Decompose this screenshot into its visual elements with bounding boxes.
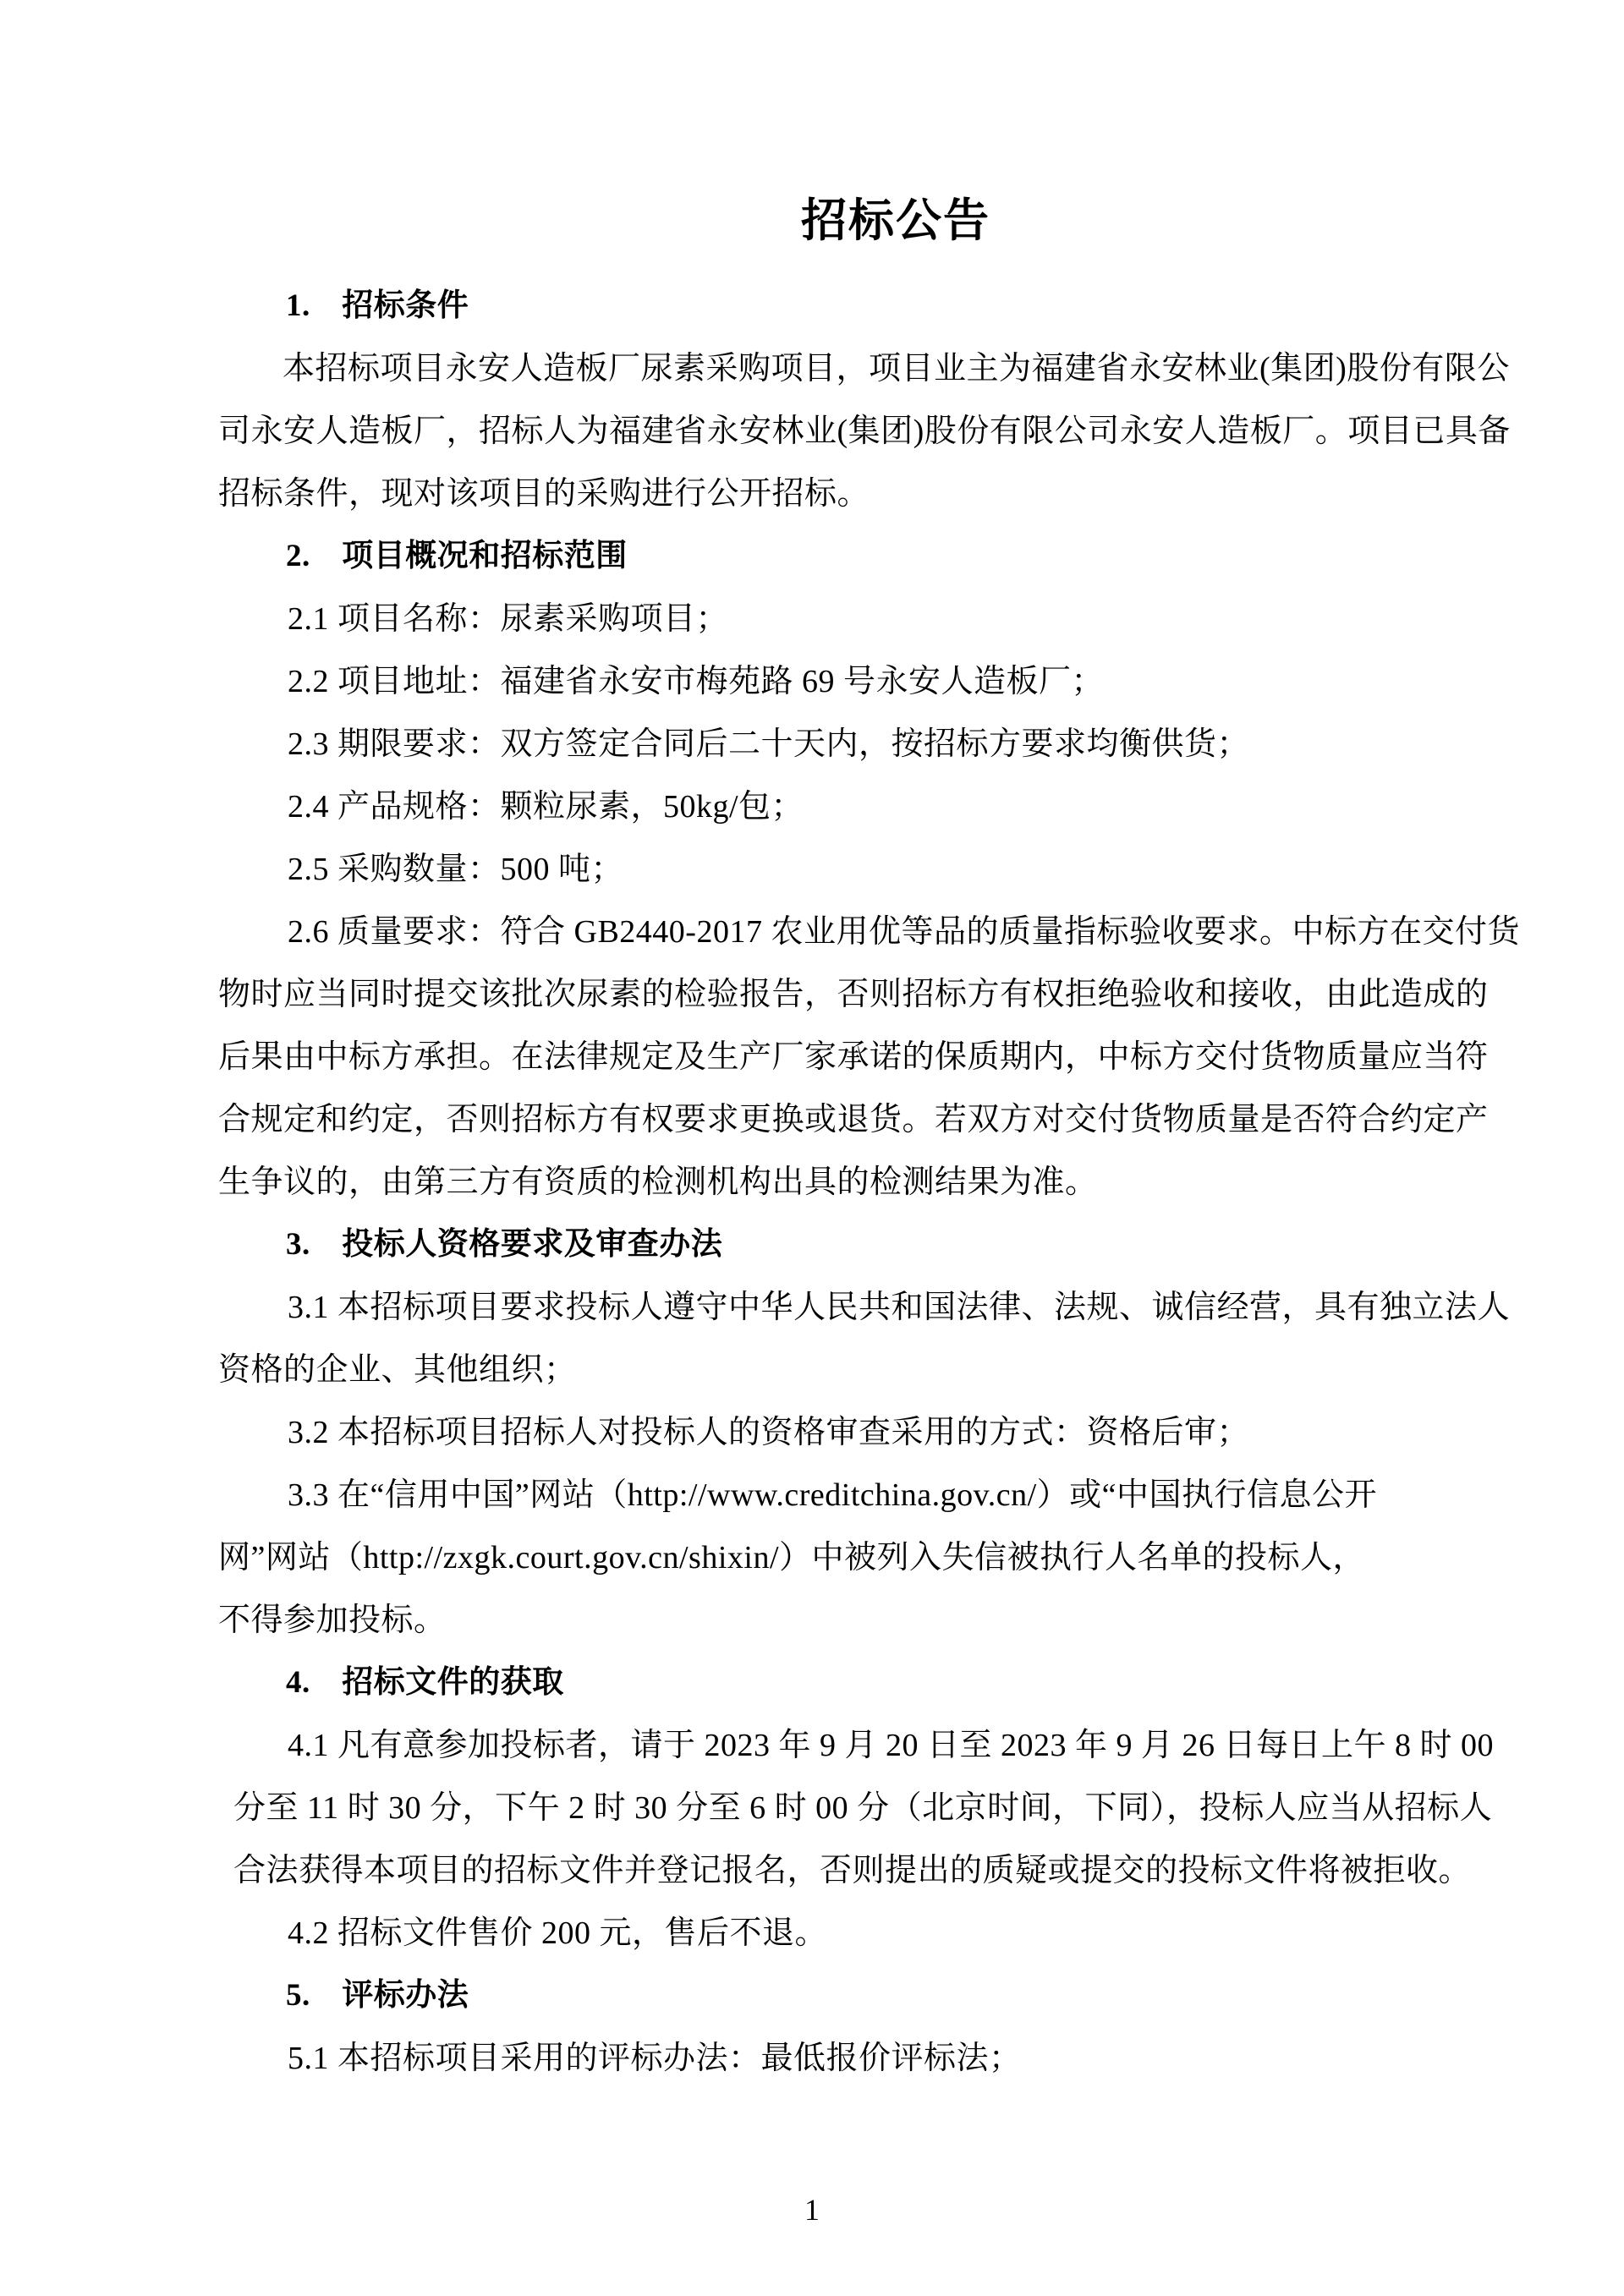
doc-line: 生争议的，由第三方有资质的检测机构出具的检测结果为准。 xyxy=(218,1164,1098,1200)
doc-line: 2.4 产品规格：颗粒尿素，50kg/包； xyxy=(288,789,804,825)
doc-line: 本招标项目永安人造板厂尿素采购项目，项目业主为福建省永安林业(集团)股份有限公 xyxy=(283,351,1510,386)
doc-line: 2.3 期限要求：双方签定合同后二十天内，按招标方要求均衡供货； xyxy=(288,726,1250,762)
doc-line: 后果由中标方承担。在法律规定及生产厂家承诺的保质期内，中标方交付货物质量应当符 xyxy=(218,1039,1489,1075)
doc-line: 合规定和约定，否则招标方有权要求更换或退货。若双方对交付货物质量是否符合约定产 xyxy=(218,1102,1489,1137)
doc-line: 3.1 本招标项目要求投标人遵守中华人民共和国法律、法规、诚信经营，具有独立法人 xyxy=(288,1290,1511,1325)
doc-line: 不得参加投标。 xyxy=(218,1603,447,1638)
doc-line: 3.3 在“信用中国”网站（http://www.creditchina.gov.cn/）或“中国执行信息公开 xyxy=(288,1477,1377,1513)
doc-line: 3.2 本招标项目招标人对投标人的资格审查采用的方式：资格后审； xyxy=(288,1415,1250,1450)
doc-line: 2.1 项目名称：尿素采购项目； xyxy=(288,601,729,637)
page-number: 1 xyxy=(804,2193,820,2227)
doc-line: 5.1 本招标项目采用的评标办法：最低报价评标法； xyxy=(288,2041,1022,2076)
section-heading: 5. 评标办法 xyxy=(286,1978,469,2013)
doc-line: 4.2 招标文件售价 200 元，售后不退。 xyxy=(288,1915,828,1951)
doc-line: 物时应当同时提交该批次尿素的检验报告，否则招标方有权拒绝验收和接收，由此造成的 xyxy=(218,977,1489,1012)
doc-line: 4.1 凡有意参加投标者，请于 2023 年 9 月 20 日至 2023 年 9 月 26 日每日上午 8 时 00 xyxy=(288,1728,1495,1763)
section-heading: 3. 投标人资格要求及审查办法 xyxy=(286,1227,723,1262)
doc-line: 2.2 项目地址：福建省永安市梅苑路 69 号永安人造板厂； xyxy=(288,664,1105,699)
doc-line: 2.6 质量要求：符合 GB2440-2017 农业用优等品的质量指标验收要求。中标方在交付货 xyxy=(288,914,1520,950)
document-title: 招标公告 xyxy=(801,195,990,246)
doc-line: 司永安人造板厂，招标人为福建省永安林业(集团)股份有限公司永安人造板厂。项目已具备 xyxy=(218,414,1511,449)
section-heading: 2. 项目概况和招标范围 xyxy=(286,539,628,573)
doc-line: 2.5 采购数量：500 吨； xyxy=(288,852,624,887)
document-body xyxy=(218,275,1520,2090)
section-heading: 4. 招标文件的获取 xyxy=(286,1665,564,1700)
doc-line: 网”网站（http://zxgk.court.gov.cn/shixin/）中被列入失信被执行人名单的投标人， xyxy=(218,1540,1366,1575)
doc-line: 招标条件，现对该项目的采购进行公开招标。 xyxy=(218,476,870,512)
doc-line: 合法获得本项目的招标文件并登记报名，否则提出的质疑或提交的投标文件将被拒收。 xyxy=(233,1853,1472,1888)
section-heading: 1. 招标条件 xyxy=(286,288,469,323)
doc-line: 分至 11 时 30 分，下午 2 时 30 分至 6 时 00 分（北京时间，下同），投标人应当从招标人 xyxy=(233,1790,1493,1826)
doc-line: 资格的企业、其他组织； xyxy=(218,1352,577,1388)
